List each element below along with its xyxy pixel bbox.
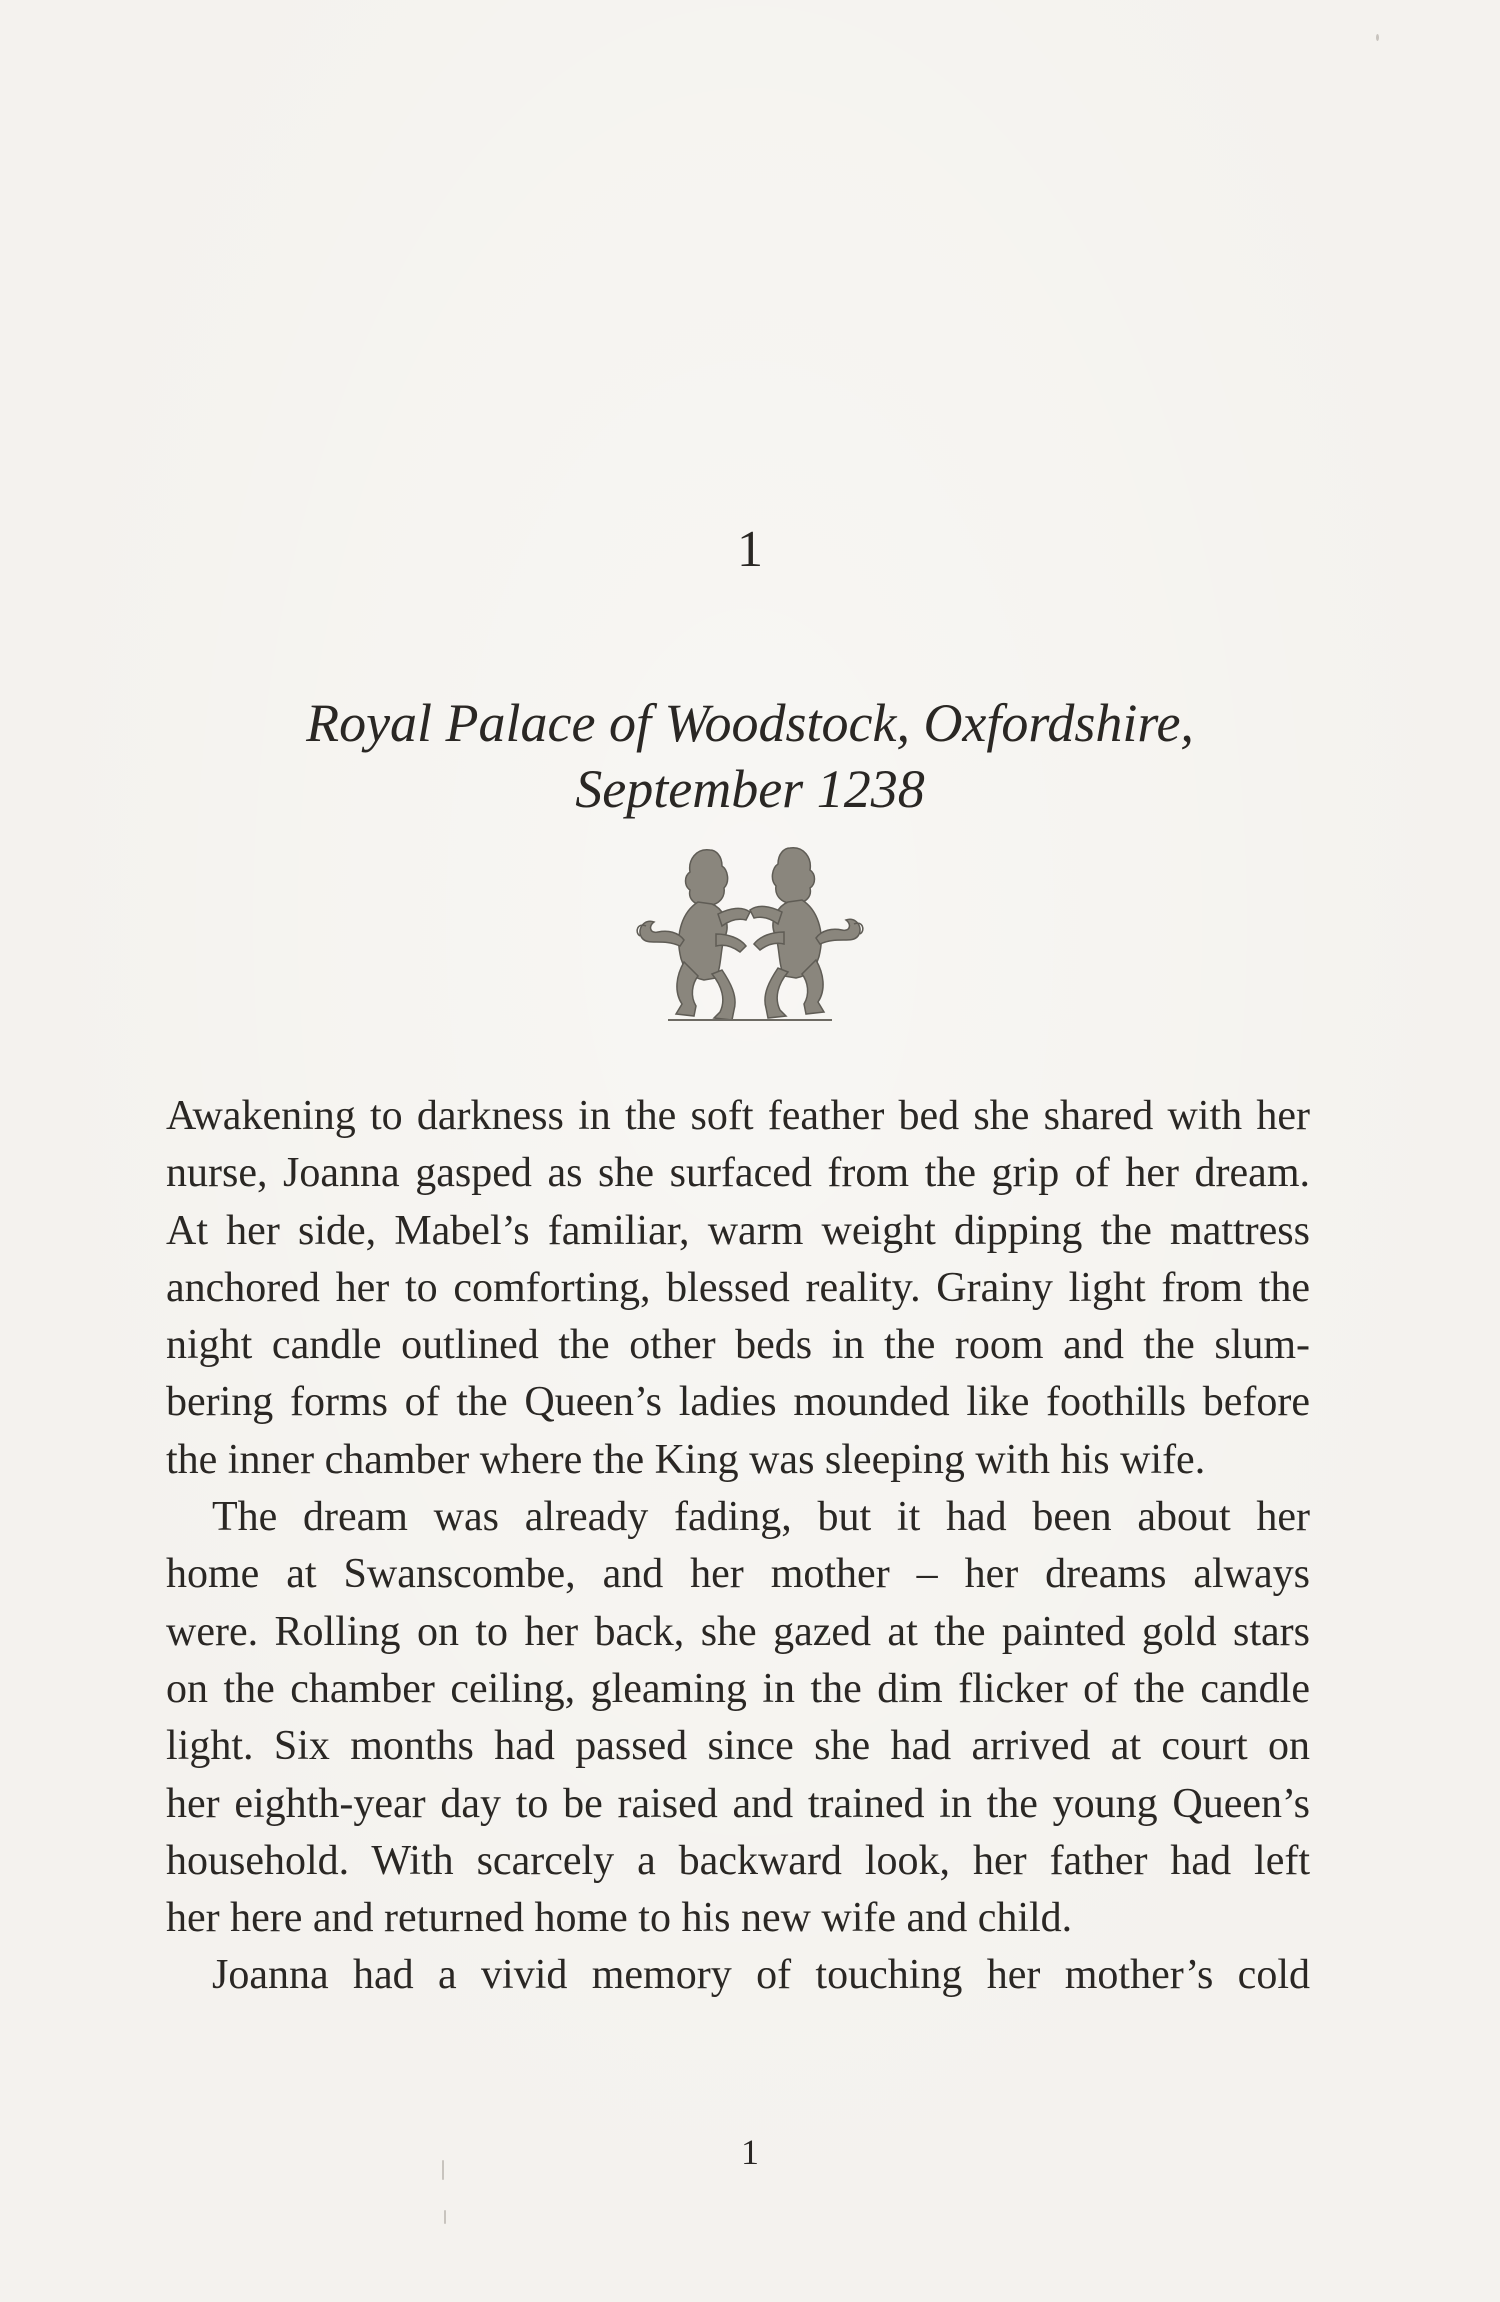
left-lion-icon [637,850,750,1020]
paragraph-1 [166,1088,1310,1489]
text-line: on the chamber ceiling, gleaming in the dim flicker of the candle [166,1665,1310,1712]
right-lion-icon [750,848,863,1018]
paper-speck [1376,34,1379,41]
text-line: night candle outlined the other beds in the room and the slum- [166,1322,1310,1369]
text-line: household. With scarcely a backward look, her father had left [166,1837,1310,1884]
text-line: Joanna had a vivid memory of touching her mother’s cold [212,1952,1310,1999]
paragraph-2 [166,1489,1310,1947]
heading-location: Royal Palace of Woodstock, Oxfordshire, [306,693,1194,753]
chapter-heading [0,690,1500,822]
text-line: her here and returned home to his new wife and child. [166,1895,1073,1942]
text-line: At her side, Mabel’s familiar, warm weight dipping the mattress [166,1207,1310,1254]
text-line: Awakening to darkness in the soft feather bed she shared with her [166,1093,1310,1139]
paper-speck [442,2160,444,2180]
text-line: home at Swanscombe, and her mother – her dreams always [166,1551,1310,1598]
chapter-number: 1 [737,521,763,578]
text-line: her eighth-year day to be raised and trained in the young Queen’s [166,1780,1310,1827]
text-line: were. Rolling on to her back, she gazed at the painted gold stars [166,1608,1310,1655]
text-line: bering forms of the Queen’s ladies mounded like foothills before [166,1379,1310,1426]
paragraph-3 [166,1947,1310,2004]
text-line: anchored her to comforting, blessed reality. Grainy light from the [166,1264,1310,1311]
text-line: light. Six months had passed since she had arrived at court on [166,1723,1310,1770]
heading-date: September 1238 [575,759,925,819]
chapter-body [166,1088,1310,2005]
page-number: 1 [741,2132,759,2172]
paper-speck [444,2210,446,2224]
text-line: The dream was already fading, but it had been about her [212,1494,1310,1541]
text-line: the inner chamber where the King was sleeping with his wife. [166,1436,1206,1483]
text-line: nurse, Joanna gasped as she surfaced from the grip of her dream. [166,1150,1310,1197]
two-rampant-lions-icon [618,842,882,1026]
